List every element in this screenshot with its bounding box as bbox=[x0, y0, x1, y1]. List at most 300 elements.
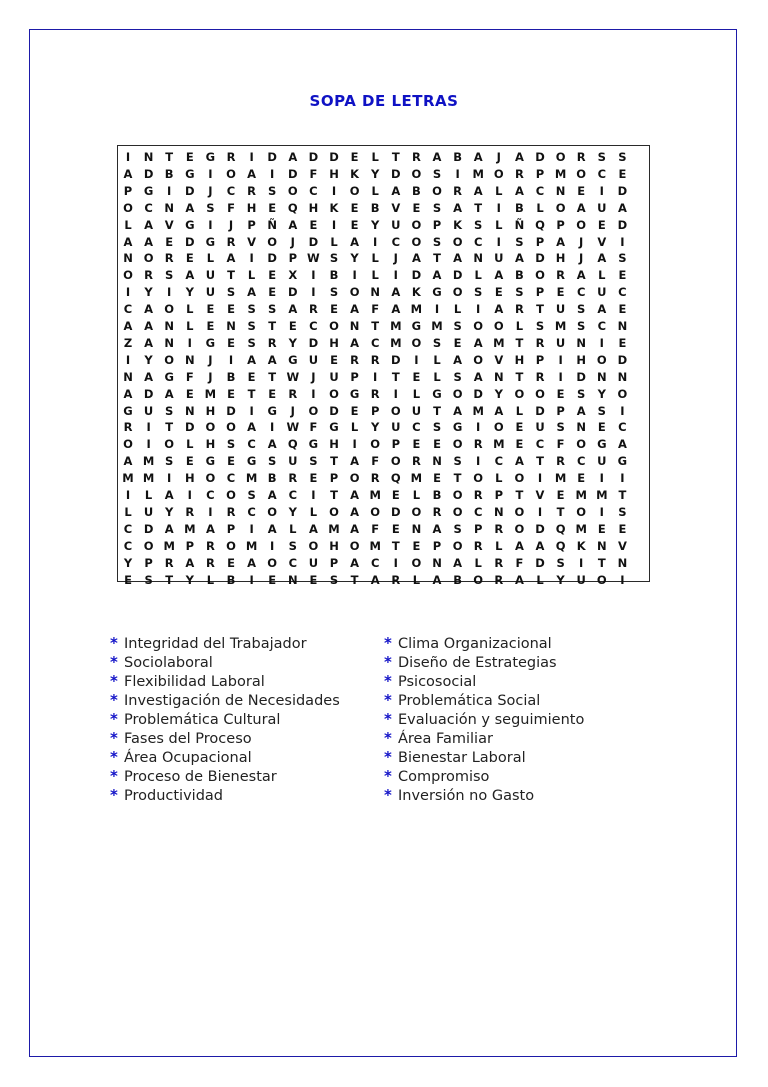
grid-letter: L bbox=[350, 420, 359, 435]
grid-letter: V bbox=[247, 234, 257, 249]
grid-letter: R bbox=[164, 251, 174, 266]
grid-letter: Q bbox=[390, 471, 401, 486]
grid-letter: C bbox=[288, 555, 298, 570]
grid-letter: E bbox=[330, 352, 338, 367]
grid-letter: O bbox=[123, 200, 133, 215]
grid-letter: A bbox=[308, 521, 318, 536]
grid-letter: E bbox=[165, 234, 174, 249]
grid-letter: M bbox=[204, 386, 217, 401]
grid-letter: S bbox=[597, 150, 606, 164]
grid-letter: O bbox=[535, 268, 545, 283]
grid-letter: L bbox=[495, 217, 503, 232]
grid-letter: C bbox=[473, 504, 483, 519]
grid-letter: A bbox=[267, 437, 277, 452]
grid-letter: J bbox=[579, 251, 584, 266]
grid-letter: M bbox=[184, 521, 196, 536]
word-label: Compromiso bbox=[398, 769, 490, 785]
asterisk-bullet-icon: * bbox=[110, 691, 118, 709]
grid-letter: A bbox=[123, 319, 133, 333]
grid-letter: L bbox=[247, 268, 256, 283]
asterisk-bullet-icon: * bbox=[384, 786, 392, 804]
grid-letter: E bbox=[618, 302, 627, 317]
asterisk-bullet-icon: * bbox=[384, 672, 392, 690]
grid-letter: F bbox=[371, 454, 380, 469]
grid-letter: U bbox=[494, 251, 504, 266]
grid-letter: A bbox=[514, 150, 524, 164]
grid-letter: D bbox=[329, 150, 339, 164]
grid-letter: T bbox=[350, 572, 359, 587]
word-label: Fases del Proceso bbox=[124, 731, 252, 747]
grid-letter: A bbox=[453, 555, 463, 570]
grid-letter: A bbox=[144, 234, 154, 249]
grid-letter: E bbox=[433, 437, 441, 452]
grid-letter: G bbox=[205, 454, 216, 469]
grid-letter: R bbox=[288, 471, 298, 486]
grid-letter: A bbox=[185, 268, 195, 283]
grid-letter: D bbox=[535, 403, 545, 418]
grid-letter: L bbox=[206, 251, 215, 266]
grid-letter: V bbox=[597, 234, 607, 249]
grid-letter: M bbox=[575, 488, 587, 502]
word-list-item bbox=[110, 748, 340, 767]
grid-letter: A bbox=[370, 572, 380, 587]
grid-letter: O bbox=[143, 538, 154, 553]
grid-row bbox=[118, 554, 649, 573]
grid-letter: I bbox=[620, 572, 625, 587]
grid-letter: A bbox=[514, 183, 524, 198]
grid-letter: A bbox=[350, 234, 360, 249]
grid-letter: D bbox=[391, 504, 401, 519]
grid-letter: M bbox=[328, 521, 340, 536]
grid-letter: N bbox=[349, 319, 360, 333]
grid-letter: L bbox=[433, 369, 441, 384]
grid-letter: P bbox=[288, 251, 298, 266]
grid-letter: O bbox=[267, 555, 278, 570]
grid-letter: U bbox=[391, 420, 401, 435]
grid-letter: U bbox=[205, 285, 216, 300]
grid-letter: H bbox=[184, 471, 195, 486]
grid-letter: T bbox=[227, 268, 235, 283]
grid-letter: Y bbox=[288, 335, 297, 350]
grid-letter: T bbox=[391, 369, 400, 384]
grid-letter: M bbox=[369, 488, 381, 502]
grid-letter: Y bbox=[371, 420, 380, 435]
grid-letter: O bbox=[411, 234, 422, 249]
grid-letter: I bbox=[228, 352, 234, 367]
grid-letter: I bbox=[167, 285, 172, 300]
grid-letter: G bbox=[123, 403, 133, 418]
grid-letter: R bbox=[226, 504, 236, 519]
grid-letter: O bbox=[411, 335, 422, 350]
grid-letter: L bbox=[330, 234, 338, 249]
grid-letter: R bbox=[473, 538, 483, 553]
asterisk-bullet-icon: * bbox=[110, 634, 118, 652]
grid-letter: R bbox=[247, 183, 257, 198]
grid-letter: K bbox=[350, 166, 360, 181]
grid-letter: M bbox=[163, 538, 175, 553]
grid-letter: A bbox=[350, 521, 360, 536]
grid-letter: C bbox=[618, 285, 627, 300]
grid-letter: C bbox=[123, 538, 133, 553]
grid-letter: E bbox=[597, 217, 606, 232]
grid-letter: M bbox=[142, 471, 155, 486]
letter-grid bbox=[117, 145, 650, 587]
grid-letter: M bbox=[245, 538, 258, 553]
word-label: Inversión no Gasto bbox=[398, 788, 535, 804]
grid-letter: T bbox=[391, 150, 400, 164]
grid-letter: A bbox=[267, 488, 277, 502]
grid-letter: A bbox=[247, 420, 257, 435]
grid-letter: O bbox=[514, 471, 525, 486]
grid-letter: N bbox=[432, 555, 442, 570]
grid-letter: R bbox=[494, 572, 504, 587]
grid-row bbox=[118, 503, 649, 522]
grid-letter: S bbox=[618, 504, 627, 519]
grid-letter: A bbox=[144, 369, 154, 384]
grid-letter: U bbox=[308, 352, 319, 367]
grid-letter: D bbox=[308, 335, 319, 350]
asterisk-bullet-icon: * bbox=[110, 729, 118, 747]
grid-letter: D bbox=[452, 268, 463, 283]
grid-letter: Y bbox=[144, 352, 153, 367]
word-label: Flexibilidad Laboral bbox=[124, 674, 265, 690]
grid-letter: E bbox=[247, 369, 256, 384]
grid-row bbox=[118, 418, 649, 437]
grid-letter: H bbox=[246, 200, 257, 215]
grid-letter: I bbox=[208, 217, 213, 232]
grid-letter: S bbox=[329, 251, 339, 266]
grid-letter: A bbox=[123, 454, 133, 469]
grid-letter: R bbox=[514, 166, 524, 181]
grid-letter: O bbox=[452, 488, 463, 502]
grid-row bbox=[118, 249, 649, 268]
grid-letter: E bbox=[185, 150, 194, 164]
grid-letter: U bbox=[576, 572, 586, 587]
grid-letter: C bbox=[247, 504, 256, 519]
grid-letter: O bbox=[514, 521, 525, 536]
grid-letter: C bbox=[535, 437, 545, 452]
grid-letter: A bbox=[432, 268, 442, 283]
grid-letter: L bbox=[515, 319, 524, 333]
grid-letter: O bbox=[226, 166, 236, 181]
grid-letter: D bbox=[267, 251, 277, 266]
grid-letter: O bbox=[411, 166, 422, 181]
grid-letter: O bbox=[555, 200, 566, 215]
grid-letter: I bbox=[125, 285, 131, 300]
grid-row bbox=[118, 385, 649, 404]
grid-letter: A bbox=[350, 454, 360, 469]
word-list-item bbox=[110, 767, 340, 786]
grid-letter: U bbox=[535, 420, 545, 435]
grid-letter: E bbox=[391, 521, 400, 536]
grid-letter: G bbox=[329, 420, 339, 435]
grid-letter: K bbox=[453, 217, 463, 232]
grid-letter: T bbox=[474, 200, 483, 215]
asterisk-bullet-icon: * bbox=[110, 710, 118, 728]
grid-letter: P bbox=[329, 471, 339, 486]
grid-letter: W bbox=[286, 369, 300, 384]
word-list-item bbox=[110, 710, 340, 729]
grid-letter: R bbox=[226, 234, 236, 249]
grid-row bbox=[118, 520, 649, 539]
grid-letter: L bbox=[371, 183, 379, 198]
asterisk-bullet-icon: * bbox=[384, 691, 392, 709]
grid-letter: O bbox=[596, 352, 607, 367]
grid-letter: A bbox=[350, 302, 360, 317]
grid-letter: E bbox=[309, 217, 318, 232]
grid-letter: B bbox=[453, 150, 462, 164]
grid-letter: D bbox=[267, 150, 277, 164]
grid-letter: R bbox=[576, 150, 586, 164]
grid-letter: O bbox=[370, 504, 381, 519]
grid-letter: C bbox=[226, 183, 236, 198]
grid-letter: A bbox=[391, 302, 401, 317]
grid-letter: L bbox=[495, 538, 503, 553]
grid-letter: N bbox=[164, 335, 174, 350]
grid-letter: T bbox=[556, 504, 565, 519]
grid-letter: S bbox=[329, 285, 339, 300]
grid-letter: R bbox=[453, 183, 463, 198]
grid-letter: V bbox=[391, 200, 401, 215]
grid-letter: E bbox=[206, 302, 215, 317]
grid-letter: I bbox=[496, 234, 501, 249]
grid-letter: K bbox=[576, 538, 586, 553]
grid-letter: D bbox=[473, 386, 483, 401]
grid-letter: I bbox=[434, 302, 440, 317]
grid-letter: O bbox=[452, 234, 463, 249]
grid-letter: N bbox=[596, 369, 607, 384]
grid-letter: A bbox=[144, 335, 154, 350]
grid-letter: S bbox=[247, 319, 256, 333]
grid-letter: T bbox=[247, 386, 256, 401]
grid-letter: A bbox=[453, 403, 463, 418]
grid-letter: G bbox=[288, 352, 298, 367]
grid-letter: O bbox=[349, 183, 360, 198]
grid-letter: I bbox=[352, 437, 357, 452]
word-list-item bbox=[384, 653, 584, 672]
grid-letter: D bbox=[617, 183, 628, 198]
grid-letter: M bbox=[493, 437, 505, 452]
grid-row bbox=[118, 486, 649, 505]
grid-letter: P bbox=[535, 352, 545, 367]
grid-letter: I bbox=[187, 488, 192, 502]
word-label: Área Ocupacional bbox=[124, 750, 252, 766]
grid-letter: L bbox=[453, 302, 462, 317]
grid-letter: S bbox=[247, 335, 256, 350]
grid-letter: W bbox=[307, 251, 320, 266]
grid-letter: D bbox=[391, 166, 401, 181]
grid-letter: A bbox=[391, 183, 401, 198]
grid-row bbox=[118, 368, 649, 387]
grid-row bbox=[118, 266, 649, 285]
grid-letter: I bbox=[558, 352, 563, 367]
grid-letter: A bbox=[514, 251, 524, 266]
grid-letter: S bbox=[474, 285, 483, 300]
grid-letter: I bbox=[414, 352, 419, 367]
grid-letter: V bbox=[164, 217, 174, 232]
grid-letter: P bbox=[432, 538, 442, 553]
grid-letter: E bbox=[227, 302, 235, 317]
grid-letter: C bbox=[473, 234, 483, 249]
grid-letter: L bbox=[124, 217, 132, 232]
grid-letter: A bbox=[267, 521, 277, 536]
grid-letter: L bbox=[371, 268, 379, 283]
grid-letter: S bbox=[556, 555, 565, 570]
asterisk-bullet-icon: * bbox=[384, 748, 392, 766]
word-label: Proceso de Bienestar bbox=[124, 769, 277, 785]
grid-letter: U bbox=[288, 454, 298, 469]
grid-letter: O bbox=[473, 572, 484, 587]
grid-letter: I bbox=[249, 403, 254, 418]
grid-letter: J bbox=[208, 183, 213, 198]
word-label: Integridad del Trabajador bbox=[124, 636, 307, 652]
word-label: Sociolaboral bbox=[124, 655, 213, 671]
grid-letter: N bbox=[617, 369, 628, 384]
grid-letter: B bbox=[267, 471, 277, 486]
grid-letter: G bbox=[164, 369, 174, 384]
grid-letter: L bbox=[186, 319, 194, 333]
grid-row bbox=[118, 216, 649, 235]
grid-letter: S bbox=[268, 454, 277, 469]
grid-letter: T bbox=[433, 251, 441, 266]
grid-letter: M bbox=[493, 335, 505, 350]
grid-letter: Ñ bbox=[514, 217, 525, 232]
grid-letter: L bbox=[206, 572, 215, 587]
grid-letter: J bbox=[290, 234, 295, 249]
grid-letter: A bbox=[411, 251, 421, 266]
grid-letter: O bbox=[164, 302, 175, 317]
word-label: Investigación de Necesidades bbox=[124, 693, 340, 709]
grid-letter: I bbox=[187, 335, 192, 350]
word-list-item bbox=[384, 672, 584, 691]
grid-letter: N bbox=[617, 319, 628, 333]
grid-row bbox=[118, 233, 649, 252]
asterisk-bullet-icon: * bbox=[110, 672, 118, 690]
grid-letter: N bbox=[493, 504, 504, 519]
grid-letter: I bbox=[249, 572, 254, 587]
grid-letter: L bbox=[309, 504, 318, 519]
grid-letter: R bbox=[123, 420, 133, 435]
grid-letter: V bbox=[535, 488, 545, 502]
grid-letter: P bbox=[556, 403, 565, 418]
grid-letter: T bbox=[165, 150, 174, 164]
grid-letter: T bbox=[515, 488, 524, 502]
grid-letter: A bbox=[164, 521, 174, 536]
grid-letter: E bbox=[227, 454, 235, 469]
grid-letter: L bbox=[412, 386, 421, 401]
grid-letter: F bbox=[371, 521, 380, 536]
grid-letter: A bbox=[350, 555, 360, 570]
grid-letter: A bbox=[535, 538, 545, 553]
grid-letter: H bbox=[329, 166, 339, 181]
grid-letter: K bbox=[411, 285, 421, 300]
grid-letter: Q bbox=[535, 217, 545, 232]
grid-letter: I bbox=[270, 538, 275, 553]
grid-letter: Y bbox=[494, 386, 503, 401]
asterisk-bullet-icon: * bbox=[384, 729, 392, 747]
grid-letter: S bbox=[226, 285, 236, 300]
grid-letter: O bbox=[287, 183, 298, 198]
grid-letter: N bbox=[617, 555, 628, 570]
grid-letter: A bbox=[205, 521, 215, 536]
grid-letter: M bbox=[472, 403, 484, 418]
grid-letter: E bbox=[453, 335, 462, 350]
grid-letter: S bbox=[577, 302, 586, 317]
grid-letter: U bbox=[555, 302, 566, 317]
grid-letter: S bbox=[329, 572, 339, 587]
grid-letter: G bbox=[617, 454, 628, 469]
grid-letter: W bbox=[286, 420, 300, 435]
grid-letter: J bbox=[579, 234, 584, 249]
grid-letter: I bbox=[167, 471, 172, 486]
grid-letter: M bbox=[369, 538, 381, 553]
grid-letter: B bbox=[164, 166, 174, 181]
grid-letter: O bbox=[473, 352, 484, 367]
grid-letter: C bbox=[535, 183, 545, 198]
grid-letter: O bbox=[514, 504, 525, 519]
grid-letter: N bbox=[555, 183, 566, 198]
grid-letter: O bbox=[452, 437, 463, 452]
grid-letter: O bbox=[473, 471, 484, 486]
grid-letter: G bbox=[597, 437, 607, 452]
grid-letter: A bbox=[556, 234, 566, 249]
grid-letter: I bbox=[249, 521, 254, 536]
grid-letter: O bbox=[411, 555, 422, 570]
grid-letter: N bbox=[143, 150, 154, 164]
word-label: Productividad bbox=[124, 788, 223, 804]
grid-letter: G bbox=[452, 420, 463, 435]
grid-letter: O bbox=[329, 386, 339, 401]
grid-letter: C bbox=[412, 420, 421, 435]
grid-letter: N bbox=[411, 521, 422, 536]
grid-letter: S bbox=[268, 183, 277, 198]
grid-letter: G bbox=[411, 319, 422, 333]
grid-letter: P bbox=[226, 521, 236, 536]
grid-letter: I bbox=[311, 285, 316, 300]
grid-letter: R bbox=[432, 504, 442, 519]
grid-letter: G bbox=[308, 437, 319, 452]
grid-letter: E bbox=[185, 386, 194, 401]
grid-letter: O bbox=[576, 504, 587, 519]
grid-letter: L bbox=[371, 251, 379, 266]
grid-letter: V bbox=[494, 352, 504, 367]
grid-letter: I bbox=[496, 200, 501, 215]
grid-letter: O bbox=[349, 538, 360, 553]
grid-letter: D bbox=[226, 403, 236, 418]
grid-row bbox=[118, 571, 649, 590]
grid-letter: I bbox=[373, 369, 378, 384]
grid-letter: E bbox=[494, 285, 503, 300]
grid-letter: P bbox=[350, 369, 359, 384]
grid-letter: N bbox=[287, 572, 298, 587]
grid-letter: C bbox=[309, 183, 318, 198]
asterisk-bullet-icon: * bbox=[110, 653, 118, 671]
grid-letter: O bbox=[267, 234, 278, 249]
grid-letter: C bbox=[226, 471, 236, 486]
grid-letter: P bbox=[535, 285, 545, 300]
grid-letter: G bbox=[185, 217, 195, 232]
grid-letter: C bbox=[494, 454, 504, 469]
grid-letter: O bbox=[596, 572, 607, 587]
grid-letter: D bbox=[185, 420, 195, 435]
grid-letter: A bbox=[288, 150, 298, 164]
word-list-left bbox=[110, 634, 340, 805]
grid-letter: T bbox=[536, 454, 544, 469]
grid-letter: C bbox=[247, 437, 256, 452]
grid-letter: J bbox=[393, 251, 398, 266]
grid-letter: R bbox=[411, 150, 421, 164]
word-list-item bbox=[384, 691, 584, 710]
